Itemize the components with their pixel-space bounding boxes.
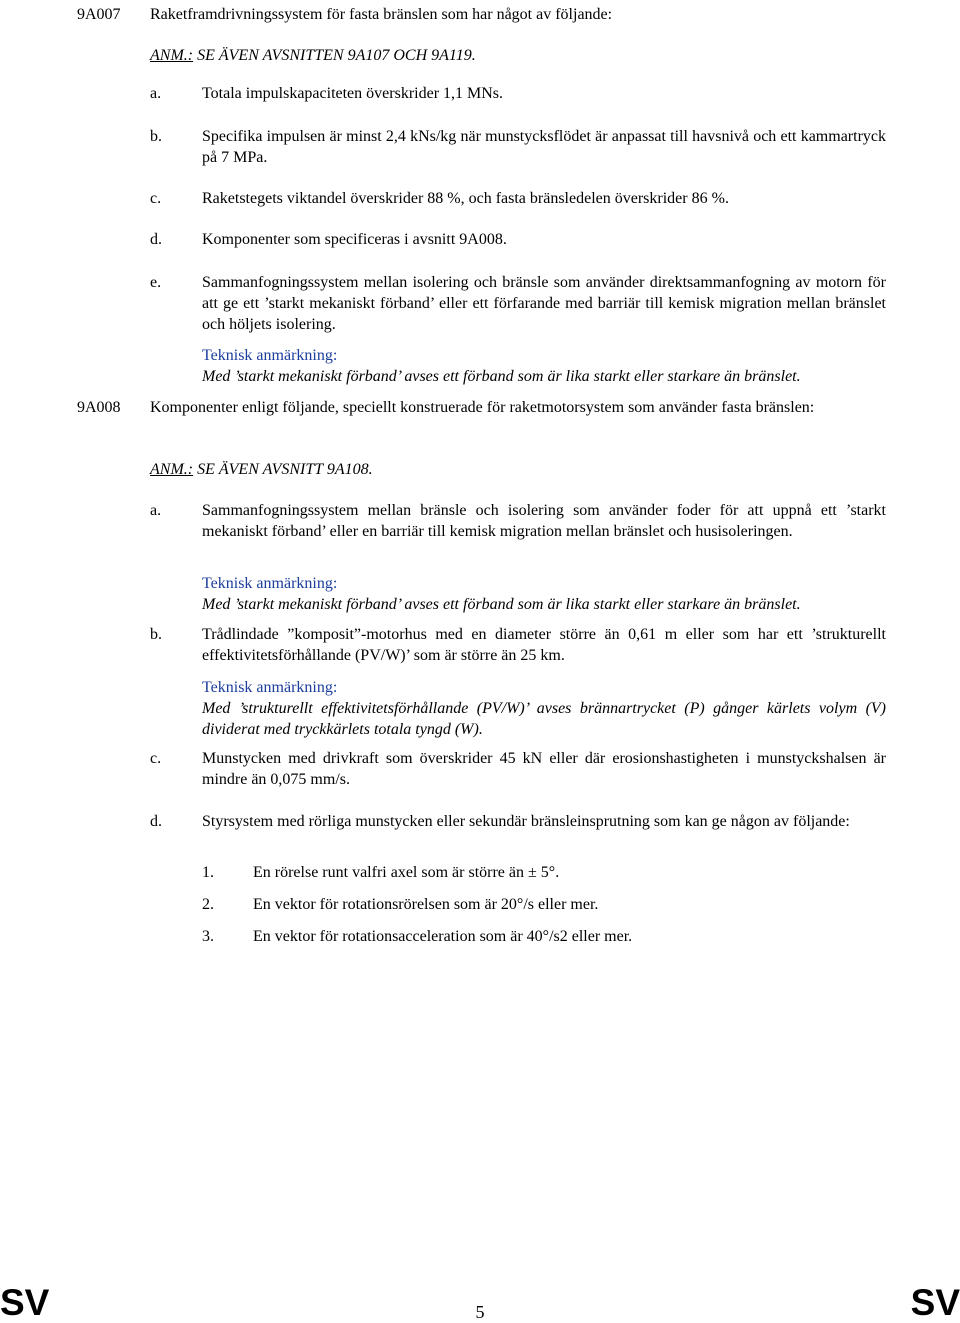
technical-note-9a008-b xyxy=(202,677,886,740)
technical-note-body: Med ’strukturellt effektivitetsförhållande (PV/W)’ avses brännartrycket (P) gånger kärlets volym (V) dividerat med tryckkärlets totala tyngd (W). xyxy=(202,700,886,738)
item-label-9a007-d: d. xyxy=(150,231,162,248)
item-label-9a008-c: c. xyxy=(150,750,162,767)
page-number: 5 xyxy=(475,1302,485,1322)
item-text-9a007-c: Raketstegets viktandel överskrider 88 %, och fasta bränsledelen överskrider 86 %. xyxy=(202,190,729,207)
footer-language-right: SV xyxy=(910,1282,960,1323)
technical-note-heading: Teknisk anmärkning: xyxy=(202,575,338,592)
item-label-9a008-b: b. xyxy=(150,626,162,643)
anm-text: SE ÄVEN AVSNITTEN 9A107 OCH 9A119. xyxy=(193,47,476,64)
subitem-text-1: En rörelse runt valfri axel som är större än ± 5°. xyxy=(253,864,560,881)
subitem-text-2: En vektor för rotationsrörelsen som är 20°/s eller mer. xyxy=(253,896,599,913)
section-title-9a008: Komponenter enligt följande, speciellt konstruerade för raketmotorsystem som använder fasta bränslen: xyxy=(150,399,815,416)
item-text-9a008-d: Styrsystem med rörliga munstycken eller sekundär bränsleinsprutning som kan ge någon av följande: xyxy=(202,813,850,830)
item-text-9a008-b: Trådlindade ”komposit”-motorhus med en diameter större än 0,61 m eller som har ett ’strukturellt effektivitetsförhållande (PV/W)’ som är större än 25 km. xyxy=(202,626,886,664)
section-code-9a008: 9A008 xyxy=(77,399,121,416)
item-label-9a008-d: d. xyxy=(150,813,162,830)
section-title-9a007: Raketframdrivningssystem för fasta bränslen som har något av följande: xyxy=(150,6,613,23)
anm-note-9a007 xyxy=(150,45,476,66)
subitem-number-1: 1. xyxy=(202,864,214,881)
anm-label: ANM.: xyxy=(150,47,194,64)
technical-note-9a007-e xyxy=(202,345,886,387)
item-text-9a008-a: Sammanfogningssystem mellan bränsle och isolering som använder foder för att uppnå ett ’starkt mekaniskt förband’ eller en barriär till kemisk migration mellan bränslet och husisoleringen. xyxy=(202,502,886,540)
item-label-9a007-b: b. xyxy=(150,128,162,145)
technical-note-body: Med ’starkt mekaniskt förband’ avses ett förband som är lika starkt eller starkare än bränslet. xyxy=(202,368,801,385)
technical-note-body: Med ’starkt mekaniskt förband’ avses ett förband som är lika starkt eller starkare än bränslet. xyxy=(202,596,801,613)
technical-note-9a008-a xyxy=(202,573,886,615)
subitem-text-3: En vektor för rotationsacceleration som är 40°/s2 eller mer. xyxy=(253,928,633,945)
item-label-9a007-a: a. xyxy=(150,85,162,102)
footer-language-left: SV xyxy=(0,1282,50,1323)
item-text-9a007-a: Totala impulskapaciteten överskrider 1,1 MNs. xyxy=(202,85,504,102)
item-label-9a007-e: e. xyxy=(150,274,162,291)
anm-label: ANM.: xyxy=(150,461,194,478)
technical-note-heading: Teknisk anmärkning: xyxy=(202,347,338,364)
item-text-9a007-d: Komponenter som specificeras i avsnitt 9A008. xyxy=(202,231,507,248)
anm-note-9a008 xyxy=(150,459,373,480)
item-text-9a007-e: Sammanfogningssystem mellan isolering och bränsle som använder direktsammanfogning av motorn för att ge ett ’starkt mekaniskt förband’ eller ett förfarande med barriär till kemisk migration mellan bränslet och höljets isolering. xyxy=(202,274,886,333)
technical-note-heading: Teknisk anmärkning: xyxy=(202,679,338,696)
section-code-9a007: 9A007 xyxy=(77,6,121,23)
item-label-9a008-a: a. xyxy=(150,502,162,519)
subitem-number-3: 3. xyxy=(202,928,214,945)
item-label-9a007-c: c. xyxy=(150,190,162,207)
item-text-9a008-c: Munstycken med drivkraft som överskrider 45 kN eller där erosionshastigheten i munstyckshalsen är mindre än 0,075 mm/s. xyxy=(202,750,886,788)
subitem-number-2: 2. xyxy=(202,896,214,913)
anm-text: SE ÄVEN AVSNITT 9A108. xyxy=(193,461,373,478)
item-text-9a007-b: Specifika impulsen är minst 2,4 kNs/kg när munstycksflödet är anpassat till havsnivå och ett kammartryck på 7 MPa. xyxy=(202,128,886,166)
